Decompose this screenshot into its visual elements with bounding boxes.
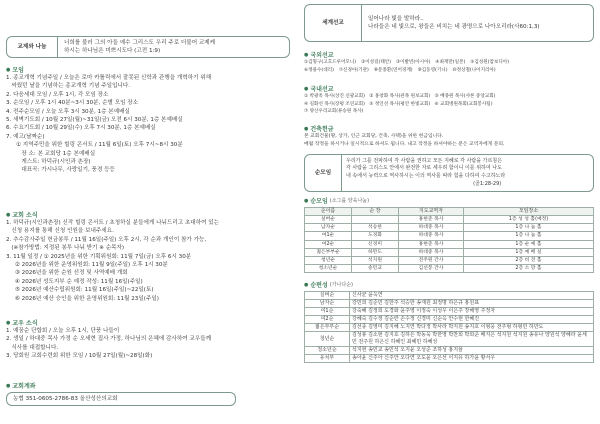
table-row: [305, 257, 594, 265]
moim-title: ● 모임: [6, 66, 24, 74]
moim-sublist: [6, 141, 290, 175]
small-group-verse-line1: 우리가 그를 전파하여 각 사람을 권하고 모든 지혜로 각 사람을 가르침은: [346, 157, 502, 164]
section-bullet-icon: ●: [304, 125, 309, 132]
table-cell: 전주원 간사: [399, 257, 464, 265]
list-item: ⑥ 2026년 예산 승인을 위한 운영위원회: 11월 23일(주일): [6, 295, 159, 302]
mission-verse-label: 세계선교: [305, 5, 362, 41]
table-row: [305, 240, 594, 248]
account-box: [6, 392, 236, 406]
small-group-title: ● 순모임 (소그룹 양육나눔): [304, 197, 370, 205]
table-row: [305, 308, 594, 316]
news-title: ● 교회 소식: [6, 211, 38, 219]
section-bullet-icon: ●: [6, 211, 11, 218]
table-cell: 하대중 목사: [399, 232, 464, 240]
table-cell: 하대중 목사: [399, 224, 464, 232]
section-bullet-icon: ●: [6, 382, 11, 389]
intro-label: 교제와 나눔: [7, 37, 58, 57]
local-mission-section: [304, 84, 594, 116]
section-bullet-icon: ●: [304, 281, 309, 288]
table-cell: 2층 비 전 홀: [464, 257, 594, 265]
group-roster-table: [304, 291, 594, 363]
list-item: 신청 용지를 통해 신청 인원을 보내주세요.: [6, 228, 114, 235]
table-cell: 유치부: [305, 355, 350, 363]
list-item: 6. 수요기도회 / 10월 29일(수) 오후 7시 30분, 1층 본예배실: [6, 125, 156, 132]
table-cell: 실버순: [305, 292, 350, 300]
table-cell: 송민교: [352, 265, 399, 273]
table-header-cell: 순 장: [352, 208, 399, 216]
table-cell: 1층 나 눔 홀: [464, 232, 594, 240]
building-fund-title: ● 건축헌금: [304, 125, 334, 133]
mission-item: ⑨김동영(기니): [417, 67, 448, 73]
table-header-row: [305, 208, 594, 216]
mission-item: ⑧문종환(연어경계): [373, 67, 413, 73]
group-roster-title: ● 순편성 (가나다순): [304, 281, 353, 289]
news-list: [6, 219, 290, 303]
table-cell: 실버순: [305, 216, 352, 224]
small-group-table: [304, 207, 594, 273]
intro-line2: 하시는 하나님은 미쁘시도다 (고전 1:9): [64, 48, 161, 54]
table-cell: 강숙혜 김정희 도경화 윤주영 이정숙 이성우 이은주 장해영 주정자: [350, 308, 594, 316]
list-item: 대표곡: 가시나무, 사랑일기, 풍경 등등: [16, 167, 115, 174]
account-title: ● 교회계좌: [6, 382, 36, 390]
intro-box: [6, 36, 290, 58]
section-bullet-icon: ●: [304, 51, 309, 58]
world-mission-section: [304, 50, 594, 74]
table-cell: 김선종 김영미 김지혜 노지연 박다정 박사라 박지원 송지호 이형웅 전주형 하형민 하만도: [350, 324, 594, 332]
table-row: [305, 300, 594, 308]
news-section: [6, 210, 290, 303]
building-fund-line1: 본 교회건물(땅, 상가, 인근 교회당, 건축, 사택)을 위한 헌금입니다.: [304, 134, 444, 139]
table-cell: 1층 순 예 홀: [464, 240, 594, 248]
list-item: 식사를 대접합니다.: [6, 344, 59, 351]
list-item: 1. 예꿈순 단합회 / 오늘 오후 1시, 단풍 나들이: [6, 328, 120, 334]
list-item: ④ 2026년 성도지부 순 예정 작성: 11월 16일(주일): [6, 278, 143, 285]
local-mission-title: ● 국내선교: [304, 85, 334, 93]
moim-list: [6, 74, 290, 141]
list-item: ③ 2026년을 위한 순원 선정 및 사역예배 개회: [6, 270, 128, 277]
table-row: [305, 248, 594, 256]
table-cell: 강혜숙 김수정 김순란 손수정 신경미 신순옥 안수현 한혜진: [350, 316, 594, 324]
list-item: ② 2026년을 위한 운영위원회: 11월 9일(주일) 오후 1시 30분: [6, 262, 168, 269]
table-cell: 여2순: [305, 240, 352, 248]
section-bullet-icon: ●: [304, 197, 309, 204]
account-value: 농협 351-0605-2786-83 올산성산의교회: [13, 396, 118, 402]
table-cell: 석지현 송민교 송민석 오지윤 오성준 조하성 홍지율: [350, 347, 594, 355]
table-row: [305, 232, 594, 240]
small-group-verse-label: 순모임: [305, 155, 342, 191]
list-item: 1. 하덕규(시인과촌장) 신작 힐링 콘서트 / 초청하실 분들에게 나눠드리고 초대하여 있는: [6, 220, 220, 226]
mission-item: ⑤김성원(캄보디아): [470, 60, 510, 65]
table-cell: 1층 나 눔 홀: [464, 224, 594, 232]
table-cell: 청년순: [305, 257, 352, 265]
table-cell: 송아윤 신주아 신주안 오다연 오도윤 오은선 이지유 하가윤 황서우: [350, 355, 594, 363]
table-row: [305, 224, 594, 232]
building-fund-line2: 매월 작정을 하시거나 일시적으로 하셔도 됩니다. 내고 작정을 하셔야하는 분은 교역자에게 문의.: [304, 141, 505, 147]
mission-verse-line1: 일어나라 빛을 발하라..: [368, 15, 424, 22]
small-group-verse-line2: 각 사람을 그리스도 안에서 완전한 자로 세우려 함이니 이를 위하여 나도: [346, 165, 502, 172]
list-item: ⑤ 2026년 예산수립위원회: 11월 16일(주일)~22일(토): [6, 287, 154, 294]
table-row: [305, 355, 594, 363]
building-fund-section: [304, 124, 594, 148]
table-cell: 석지원: [352, 257, 399, 265]
table-row: [305, 292, 594, 300]
table-cell: 1층 예 배 실: [464, 248, 594, 256]
table-cell: 청소년순: [305, 347, 350, 355]
list-item: 3. 11월 일정 / ① 2025년을 위한 기획위원회: 11월 7일(금) 오후 6시 30분: [6, 253, 192, 260]
list-item: 게스트: 하덕규(시인과 촌장): [16, 159, 91, 166]
list-item: (※참가방법: 지정된 봉투 나눠 받기 ※ 순목자): [6, 245, 125, 252]
world-row: [304, 59, 594, 67]
list-item: 1. 종교개혁 기념주일 / 오늘은 로마 카톨릭에서 잘못된 신학과 관행을 개혁하기 위해: [6, 75, 212, 81]
section-bullet-icon: ●: [6, 66, 11, 73]
mission-item: ④최재만(일본): [435, 60, 466, 65]
table-row: [305, 324, 594, 332]
mission-item: ⑩정상철(나이지리아): [452, 67, 496, 73]
table-cell: 젊은부부순: [305, 248, 352, 256]
table-header-cell: 지도교역자: [399, 208, 464, 216]
table-cell: 2층 소 망 홀: [464, 265, 594, 273]
world-mission-title: ● 국외선교: [304, 51, 334, 59]
small-group-verse-ref: (골1:28-29): [473, 180, 502, 187]
list-item: 2. 다음세대 모임 / 오후 1시, 각 모임 장소: [6, 91, 109, 98]
table-cell: 홍현준 목사: [399, 240, 464, 248]
left-page: [6, 0, 296, 424]
small-group-verse-line3: 내 속에서 능력으로 역사하시는 이의 역사를 따라 힘을 다하여 수고하노라: [346, 173, 506, 179]
mission-verse-line2: 나라들은 네 빛으로, 왕들은 비치는 네 광명으로 나아오리라(사60:1,3): [368, 24, 540, 30]
intro-line1: 너희를 불러 그의 아들 예수 그리스도 우리 주로 더불어 교제케: [64, 39, 216, 46]
table-cell: 신사균 윤옥연: [350, 292, 594, 300]
table-cell: 하대중 목사: [399, 248, 464, 256]
table-cell: 석승한: [352, 224, 399, 232]
table-row: [305, 216, 594, 224]
right-page: [304, 0, 594, 424]
edu-list: [6, 327, 290, 361]
table-cell: 남자순: [305, 300, 350, 308]
table-cell: 남자순: [305, 224, 352, 232]
list-item: ① 지역주민을 위한 힐링 콘서트 / 11월 6일(토) 오후 7시~8시 30분: [16, 142, 183, 149]
moim-section: [6, 65, 290, 175]
list-item: 3. 당회원 교회수련회 위한 모임 / 10월 27일(월)~28일(화): [6, 353, 153, 360]
table-header-cell: 모임장소: [464, 208, 594, 216]
table-cell: [352, 216, 399, 224]
table-cell: 하만도: [352, 248, 399, 256]
table-cell: 도경화: [352, 232, 399, 240]
group-roster-section: [304, 280, 594, 363]
table-cell: 여2순: [305, 316, 350, 324]
local-row: ① 박광옥 목사(상진 신광교회) ② 홍창화 목사(관목 원보교회) ③ 배종원 목사(샤론 중앙교회): [304, 94, 496, 99]
table-cell: 여1순: [305, 232, 352, 240]
mission-item: ⑥정용수(대리): [304, 67, 334, 73]
table-cell: 김선봉 간사: [399, 265, 464, 273]
mission-item: ③이발빈(아시아): [396, 60, 431, 65]
small-group-section: [304, 196, 594, 273]
mission-verse-box: [304, 4, 594, 42]
table-cell: 신경미: [352, 240, 399, 248]
world-row: [304, 67, 594, 75]
mission-item: ②이성길(태안): [361, 60, 391, 65]
small-group-verse-box: [304, 154, 594, 192]
section-bullet-icon: ●: [6, 319, 11, 326]
local-row: ④ 길화선 목사(장평 조연교회) ⑤ 정인선 목사(평안 한빛교회) ⑥ 교회병원목회(교회봉사팀): [304, 101, 493, 107]
section-bullet-icon: ●: [304, 85, 309, 92]
list-item: 3. 순모임 / 오후 1시 40분~3시 30분, 순별 모임 장소: [6, 100, 139, 107]
table-cell: 청년순: [305, 332, 350, 347]
table-cell: 여1순: [305, 308, 350, 316]
local-row: ⑦ 양산우리교회(류승원 목사): [304, 109, 364, 115]
table-row: [305, 316, 594, 324]
list-item: 싸웠던 날을 기념하는 종교개혁 기념 주일입니다.: [6, 83, 131, 90]
list-item: 5. 새벽기도회 / 10월 27일(월)~31일(금) 오전 6시 30분, 1층 본예배실: [6, 117, 183, 124]
account-section: [6, 381, 290, 406]
table-row: [305, 332, 594, 347]
mission-item: ①김형구(고흐드루어모니): [304, 60, 357, 65]
table-row: [305, 265, 594, 273]
table-header-cell: 순이름: [305, 208, 352, 216]
table-cell: 홍현준 목사: [399, 216, 464, 224]
table-row: [305, 347, 594, 355]
list-item: 2. 추수감사주일 헌금봉투 / 11월 16일(주일) 오후 2시, 각 순과 개인이 참가 가능,: [6, 236, 207, 243]
table-cell: 젊은부부순: [305, 324, 350, 332]
table-cell: 강민희 김준민 김한주 석승한 송재원 최정명 하은규 홍원표: [350, 300, 594, 308]
edu-section: [6, 318, 290, 361]
list-item: 2. 생일 / 하대중 목사 가정 순 오세현 집사 가정, 하나님의 은혜에 감사하여 교우들께: [6, 336, 212, 343]
list-item: 7. 예고(날짜순): [6, 133, 45, 140]
table-cell: 청소년순: [305, 265, 352, 273]
table-cell: 1층 성 성 홀(예정): [464, 216, 594, 224]
mission-item: ⑦신경아(기관): [338, 67, 369, 73]
list-item: 장 소: 본 교회당 1층 본예배실: [16, 150, 96, 157]
list-item: 4. 전주순모임 / 오늘 오후 3시 30분, 1층 본예배실: [6, 108, 130, 115]
edu-title: ● 교우 소식: [6, 319, 38, 327]
table-cell: 김성봉 김소현 김지호 김하은 박동욱 박한영 박찬희 박희준 배지은 석지원 석지원 송유나 양원석 양혜라 윤세민 전주원 하은신 하혜인 최혜민 하혜성: [350, 332, 594, 347]
